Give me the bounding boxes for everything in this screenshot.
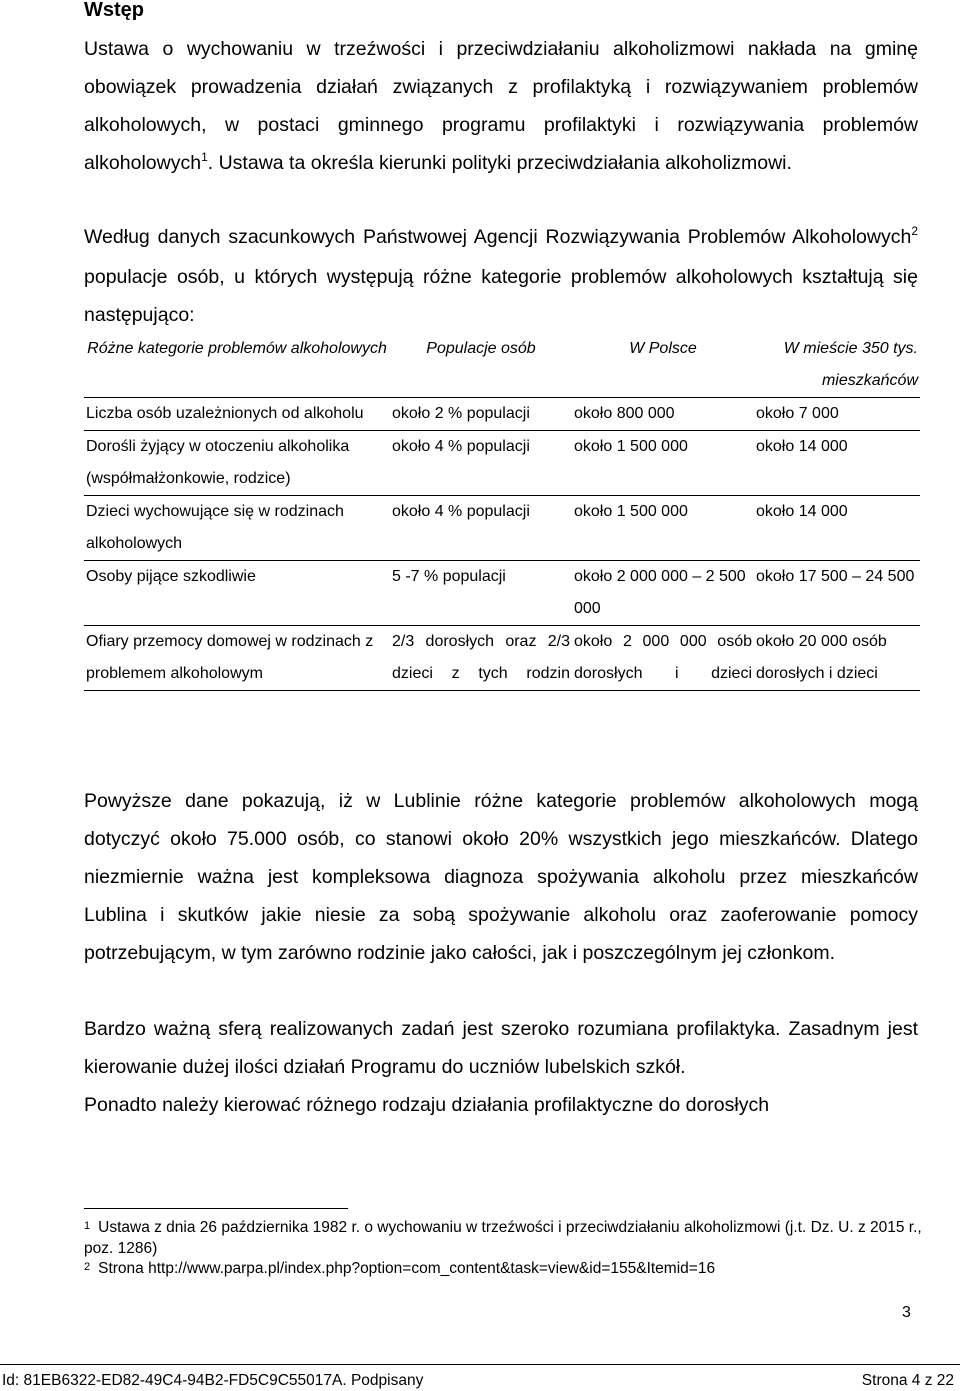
table-cell: około 20 000 osób dorosłych i dzieci	[754, 626, 920, 691]
table-cell: około 2 000 000 – 2 500 000	[572, 561, 754, 626]
footnotes	[84, 1218, 924, 1281]
table-cell: Dzieci wychowujące się w rodzinach alkoholowych	[84, 496, 390, 561]
footnote-ref-2[interactable]: 2	[911, 224, 918, 238]
footnote-number: 1	[84, 1220, 91, 1232]
header-cell: Populacje osób	[426, 340, 536, 357]
alcohol-problems-table	[84, 333, 920, 691]
intro-paragraph	[84, 30, 918, 184]
table-cell: około 2 000 000 osób dorosłych i dzieci	[572, 626, 754, 691]
table-cell: około 1 500 000	[572, 496, 754, 561]
table-row	[84, 431, 920, 496]
document-id: Id: 81EB6322-ED82-49C4-94B2-FD5C9C55017A. Podpisany	[2, 1372, 424, 1389]
data-intro-text: Według danych szacunkowych Państwowej Agencji Rozwiązywania Problemów Alkoholowych	[84, 226, 912, 248]
table-cell: 5 -7 % populacji	[390, 561, 572, 626]
intro-text: Ustawa o wychowaniu w trzeźwości i przeciwdziałaniu alkoholizmowi nakłada na gminę obowiązek prowadzenia działań związanych z profilaktyką i rozwiązywaniem problemów alkoholowych, w postaci gminnego programu profilaktyki i rozwiązywania problemów alkoholowych	[84, 38, 918, 174]
table-row	[84, 398, 920, 431]
table-row	[84, 496, 920, 561]
header-cell: Różne kategorie problemów alkoholowych	[87, 340, 387, 357]
table-row	[84, 561, 920, 626]
footnote-number: 2	[84, 1261, 91, 1273]
table-cell: Dorośli żyjący w otoczeniu alkoholika (współmałżonkowie, rodzice)	[84, 431, 390, 496]
table-cell: Osoby pijące szkodliwie	[84, 561, 390, 626]
table-row	[84, 626, 920, 691]
table-cell: około 1 500 000	[572, 431, 754, 496]
table-cell: około 17 500 – 24 500	[754, 561, 920, 626]
table-cell: około 4 % populacji	[390, 496, 572, 561]
header-cell: W Polsce	[629, 340, 697, 357]
adults-paragraph: Ponadto należy kierować różnego rodzaju działania profilaktyczne do dorosłych	[84, 1094, 770, 1116]
summary-paragraph: Powyższe dane pokazują, iż w Lublinie różne kategorie problemów alkoholowych mogą dotyczyć około 75.000 osób, co stanowi około 20% wszystkich jego mieszkańców. Dlatego niezmiernie ważna jest kompleksowa diagnoza spożywania alkoholu przez mieszkańców Lublina i skutków jakie niesie za sobą spożywanie alkoholu oraz zaoferowanie pomocy potrzebującym, w tym zarówno rodzinie jako całości, jak i poszczególnym jej członkom.	[84, 790, 918, 964]
footnote-ref-1[interactable]: 1	[201, 150, 208, 164]
table-cell: około 4 % populacji	[390, 431, 572, 496]
page-number: 3	[902, 1304, 911, 1321]
section-heading: Wstęp	[84, 0, 144, 21]
table-cell: około 7 000	[754, 398, 920, 431]
footer-separator	[0, 1364, 960, 1365]
header-cell: W mieście 350 tys. mieszkańców	[783, 340, 918, 389]
page-counter: Strona 4 z 22	[861, 1372, 954, 1389]
table-cell: około 14 000	[754, 496, 920, 561]
table-cell: około 800 000	[572, 398, 754, 431]
table-cell: około 14 000	[754, 431, 920, 496]
footnote-separator	[84, 1208, 348, 1209]
table-cell: około 2 % populacji	[390, 398, 572, 431]
footnote-2	[84, 1259, 924, 1280]
intro-text-after: . Ustawa ta określa kierunki polityki przeciwdziałania alkoholizmowi.	[207, 152, 792, 174]
footnote-link[interactable]: Strona http://www.parpa.pl/index.php?option=com_content&task=view&id=155&Itemid=16	[98, 1260, 716, 1277]
table-cell: Liczba osób uzależnionych od alkoholu	[84, 398, 390, 431]
table-cell: Ofiary przemocy domowej w rodzinach z problemem alkoholowym	[84, 626, 390, 691]
footnote-1	[84, 1218, 924, 1258]
data-intro-text-after: populacje osób, u których występują różne kategorie problemów alkoholowych kształtują się następująco:	[84, 266, 918, 326]
table-header-row	[84, 333, 920, 398]
prevention-paragraph: Bardzo ważną sferą realizowanych zadań jest szeroko rozumiana profilaktyka. Zasadnym jest kierowanie dużej ilości działań Programu do uczniów lubelskich szkół.	[84, 1018, 918, 1078]
footnote-text: Ustawa z dnia 26 października 1982 r. o wychowaniu w trzeźwości i przeciwdziałaniu alkoholizmowi (j.t. Dz. U. z 2015 r., poz. 1286)	[84, 1219, 922, 1257]
table-cell: 2/3 dorosłych oraz 2/3 dzieci z tych rodzin	[390, 626, 572, 691]
data-intro-paragraph	[84, 218, 918, 334]
